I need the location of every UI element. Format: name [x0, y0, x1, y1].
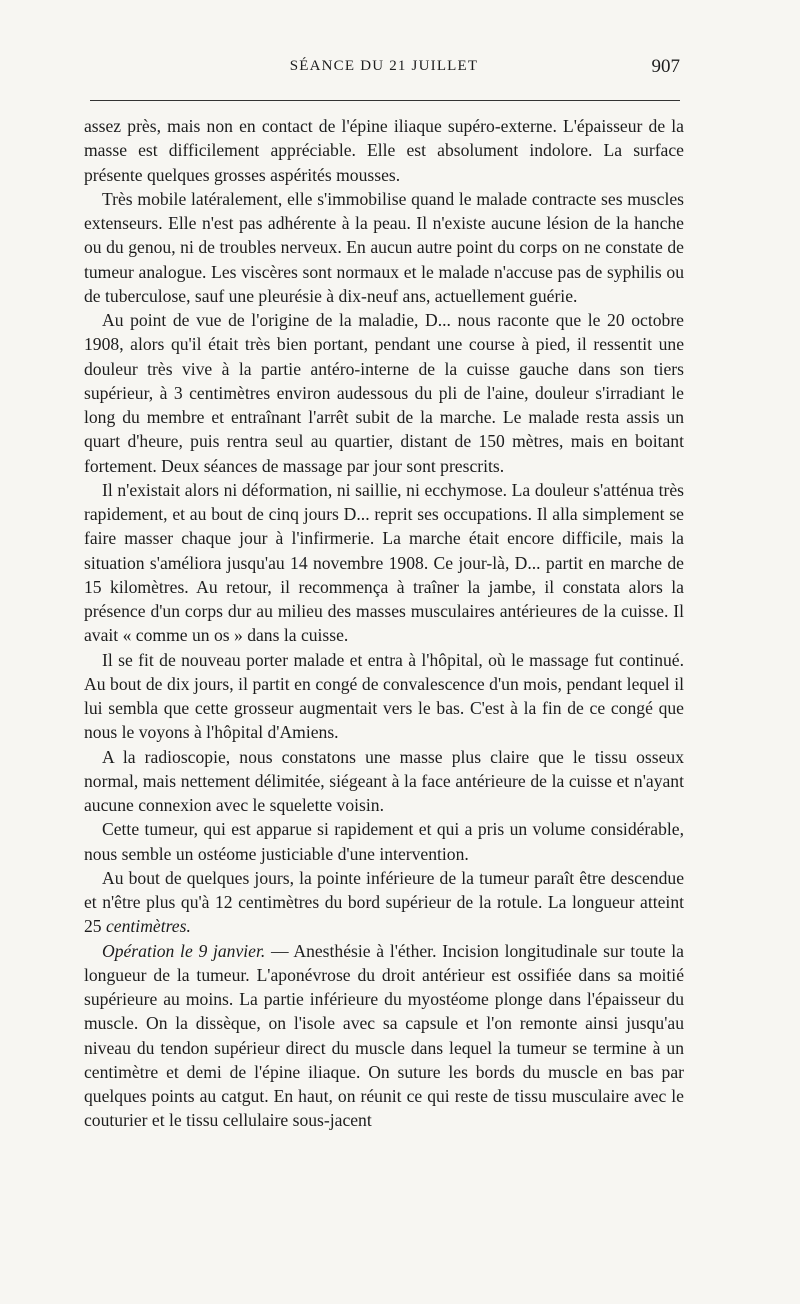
- paragraph-8: [84, 866, 684, 939]
- paragraph-9-text: — Anesthésie à l'éther. Incision longitudinale sur toute la longueur de la tumeur. L'aponévrose du droit antérieur est ossifiée dans sa moitié supérieure au moins. La partie inférieure du myostéome plonge dans l'épaisseur du muscle. On la dissèque, on l'isole avec sa capsule et l'on remonte ainsi jusqu'au niveau du tendon supérieur direct du muscle dans lequel la tumeur se termine à un centimètre et demi de l'épine iliaque. On suture les bords du muscle en bas par quelques points au catgut. En haut, on réunit ce qui reste de tissu musculaire avec le couturier et le tissu cellulaire sous-jacent: [84, 940, 684, 1131]
- body-text: [84, 114, 684, 1133]
- paragraph-8-text: Au bout de quelques jours, la pointe inférieure de la tumeur paraît être descendue et n'être plus qu'à 12 centimètres du bord supérieur de la rotule. La longueur atteint 25: [84, 867, 684, 937]
- paragraph-3: Au point de vue de l'origine de la maladie, D... nous raconte que le 20 octobre 1908, alors qu'il était très bien portant, pendant une course à pied, il ressentit une douleur très vive à la partie antéro-interne de la cuisse gauche dans son tiers supérieur, à 3 centimètres environ audessous du pli de l'aine, douleur s'irradiant le long du membre et entraînant l'arrêt subit de la marche. Le malade resta assis un quart d'heure, puis rentra seul au quartier, distant de 150 mètres, mais en boitant fortement. Deux séances de massage par jour sont prescrits.: [84, 310, 684, 476]
- paragraph-5: Il se fit de nouveau porter malade et entra à l'hôpital, où le massage fut continué. Au bout de dix jours, il partit en congé de convalescence d'un mois, pendant lequel il lui sembla que cette grosseur augmentait vers le bas. C'est à la fin de ce congé que nous le voyons à l'hôpital d'Amiens.: [84, 649, 684, 743]
- paragraph-9: [84, 939, 684, 1133]
- operation-heading: Opération le 9 janvier.: [102, 940, 266, 961]
- header-rule: [90, 100, 680, 101]
- paragraph-8-italic: centimètres.: [106, 916, 191, 937]
- paragraph-4: Il n'existait alors ni déformation, ni saillie, ni ecchymose. La douleur s'atténua très rapidement, et au bout de cinq jours D... reprit ses occupations. Il alla simplement se faire masser chaque jour à l'infirmerie. La marche était encore difficile, mais la situation s'améliora jusqu'au 14 novembre 1908. Ce jour-là, D... partit en marche de 15 kilomètres. Au retour, il recommença à traîner la jambe, il constata alors la présence d'un corps dur au milieu des masses musculaires antérieures de la cuisse. Il avait « comme un os » dans la cuisse.: [84, 479, 684, 646]
- running-title: SÉANCE DU 21 JUILLET: [289, 58, 479, 74]
- page-number: 907: [651, 56, 680, 77]
- paragraph-7: Cette tumeur, qui est apparue si rapidement et qui a pris un volume considérable, nous semble un ostéome justiciable d'une intervention.: [84, 819, 684, 864]
- paragraph-2: Très mobile latéralement, elle s'immobilise quand le malade contracte ses muscles extenseurs. Elle n'est pas adhérente à la peau. Il n'existe aucune lésion de la hanche ou du genou, ni de troubles nerveux. En aucun autre point du corps on ne constate de tumeur analogue. Les viscères sont normaux et le malade n'accuse pas de syphilis ou de tuberculose, sauf une pleurésie à dix-neuf ans, actuellement guérie.: [84, 188, 684, 306]
- page-header: [88, 58, 680, 88]
- paragraph-6: A la radioscopie, nous constatons une masse plus claire que le tissu osseux normal, mais nettement délimitée, siégeant à la face antérieure de la cuisse et n'ayant aucune connexion avec le squelette voisin.: [84, 746, 684, 815]
- paragraph-1: assez près, mais non en contact de l'épine iliaque supéro-externe. L'épaisseur de la masse est difficilement appréciable. Elle est absolument indolore. La surface présente quelques grosses aspérités mousses.: [84, 116, 684, 185]
